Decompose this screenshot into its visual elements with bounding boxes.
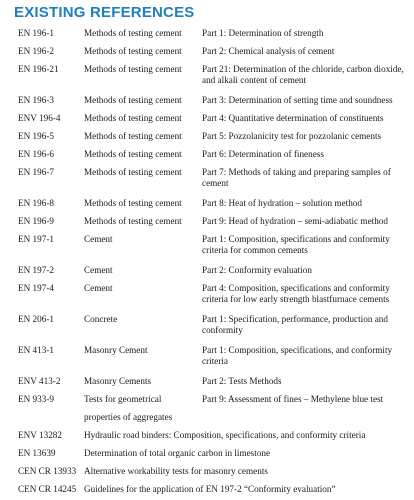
- standard-title: Concrete: [84, 314, 118, 324]
- standard-title: Methods of testing cement: [84, 113, 182, 123]
- standard-code: EN 196-9: [18, 216, 54, 226]
- standard-code: ENV 413-2: [18, 376, 61, 386]
- standard-title: Cement: [84, 283, 113, 293]
- standard-title: Methods of testing cement: [84, 95, 182, 105]
- standard-part: Part 9: Head of hydration – semi-adiabatic method: [202, 216, 388, 226]
- standard-title: Cement: [84, 234, 113, 244]
- standard-code: ENV 196-4: [18, 113, 61, 123]
- standard-part: Part 1: Composition, specifications and conformity criteria for common cements: [202, 234, 390, 255]
- standard-code: CEN CR 14245: [18, 484, 77, 494]
- standard-part: Part 5: Pozzolanicity test for pozzolanic cements: [202, 131, 382, 141]
- standard-code: EN 196-2: [18, 46, 54, 56]
- standard-part: Part 7: Methods of taking and preparing samples of cement: [202, 167, 391, 188]
- standard-title: Masonry Cements: [84, 376, 152, 386]
- standard-part: Part 1: Determination of strength: [202, 28, 324, 38]
- standard-code: EN 196-1: [18, 28, 54, 38]
- standard-code: EN 197-1: [18, 234, 54, 244]
- standard-code: EN 196-7: [18, 167, 54, 177]
- standard-code: EN 196-3: [18, 95, 54, 105]
- section-heading: EXISTING REFERENCES: [14, 4, 195, 21]
- standard-part: Part 2: Conformity evaluation: [202, 265, 312, 275]
- standard-title: Masonry Cement: [84, 345, 148, 355]
- standard-code: EN 196-5: [18, 131, 54, 141]
- standard-code: ENV 13282: [18, 430, 62, 440]
- standard-title: Methods of testing cement: [84, 64, 182, 74]
- standard-title: Cement: [84, 265, 113, 275]
- standard-title: Methods of testing cement: [84, 198, 182, 208]
- standard-title: Determination of total organic carbon in limestone: [84, 448, 271, 458]
- standard-part: Part 3: Determination of setting time and soundness: [202, 95, 393, 105]
- standard-part: Part 4: Quantitative determination of constituents: [202, 113, 384, 123]
- standard-title: Methods of testing cement: [84, 216, 182, 226]
- standard-code: EN 196-6: [18, 149, 54, 159]
- standard-part: Part 9: Assessment of fines – Methylene blue test: [202, 394, 384, 404]
- standard-part: Part 2: Tests Methods: [202, 376, 282, 386]
- standard-title: Methods of testing cement: [84, 167, 182, 177]
- standard-code: EN 196-21: [18, 64, 59, 74]
- standard-code: EN 197-2: [18, 265, 54, 275]
- standard-title: Methods of testing cement: [84, 46, 182, 56]
- standard-part: Part 1: Composition, specifications, and conformity criteria: [202, 345, 393, 366]
- standard-code: EN 413-1: [18, 345, 54, 355]
- standard-title: Tests for geometrical: [84, 394, 162, 404]
- standard-code: EN 206-1: [18, 314, 54, 324]
- standard-code: EN 197-4: [18, 283, 54, 293]
- standard-title: Methods of testing cement: [84, 131, 182, 141]
- standard-part: Part 4: Composition, specifications and conformity criteria for low early strength blastfurnace cements: [202, 283, 390, 304]
- standard-part: Part 2: Chemical analysis of cement: [202, 46, 335, 56]
- standard-part: Part 8: Heat of hydration – solution method: [202, 198, 362, 208]
- standard-title: Alternative workability tests for masonry cements: [84, 466, 268, 476]
- standard-code: EN 196-8: [18, 198, 54, 208]
- standard-title: Methods of testing cement: [84, 28, 182, 38]
- standard-title: Guidelines for the application of EN 197-2 “Conformity evaluation”: [84, 484, 336, 494]
- standard-title: Methods of testing cement: [84, 149, 182, 159]
- standard-title: properties of aggregates: [84, 412, 173, 422]
- standard-code: EN 933-9: [18, 394, 54, 404]
- standard-part: Part 6: Determination of fineness: [202, 149, 324, 159]
- standard-part: Part 1: Specification, performance, production and conformity: [202, 314, 388, 335]
- standard-code: CEN CR 13933: [18, 466, 77, 476]
- standard-part: Part 21: Determination of the chloride, carbon dioxide, and alkali content of cement: [202, 64, 404, 85]
- standard-title: Hydraulic road binders: Composition, specifications, and conformity criteria: [84, 430, 366, 440]
- standard-code: EN 13639: [18, 448, 56, 458]
